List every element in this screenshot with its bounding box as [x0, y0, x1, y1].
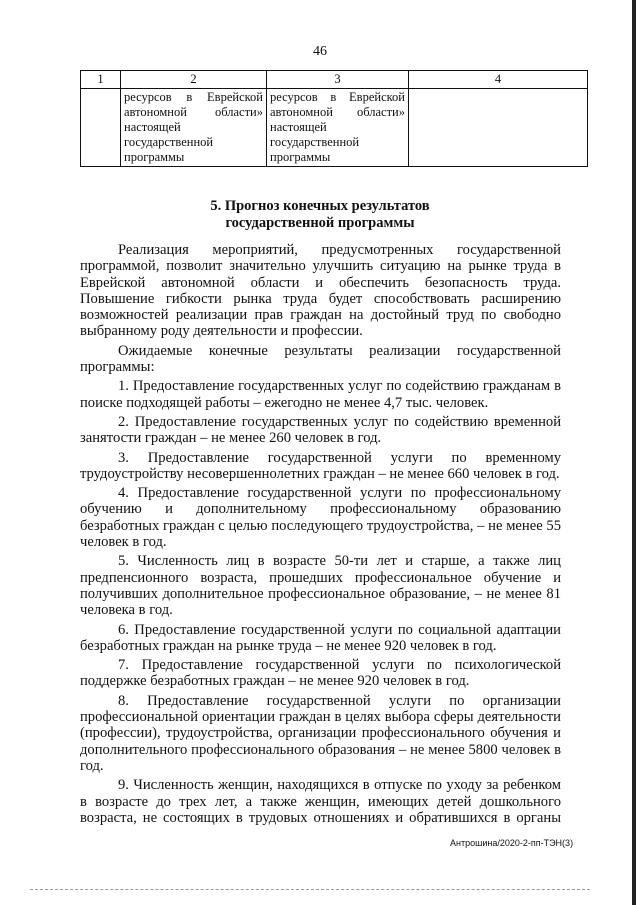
table-header-cell: 3 [267, 71, 409, 89]
page-edge-line [30, 889, 590, 890]
table-cell [81, 89, 121, 167]
page-number: 46 [313, 44, 327, 59]
paragraph: 5. Численность лиц в возрасте 50-ти лет и старше, а также лиц предпенсионного возраста, прошедших профессиональное обучение и получивших дополнительное профессиональное образование, – не менее 81 человека в год. [80, 553, 561, 619]
paragraph: Реализация мероприятий, предусмотренных государственной программой, позволит значительно улучшить ситуацию на рынке труда в Еврейской автономной области и обеспечить безопасность труда. Повышение гибкости рынка труда будет способствовать расширению возможностей реализации прав граждан на достойный труд по свободно выбранному роду деятельности и профессии. [80, 242, 561, 340]
document-code: Антрошина/2020-2-пп-ТЭН(3) [450, 838, 574, 848]
table-header-row [81, 71, 588, 89]
paragraph: 6. Предоставление государственной услуги по социальной адаптации безработных граждан на рынке труда – не менее 920 человек в год. [80, 621, 561, 654]
paragraph: 4. Предоставление государственной услуги по профессиональному обучению и дополнительному профессиональному образованию безработных граждан с целью последующего трудоустройства, – не менее 55 человек в год. [80, 485, 561, 551]
paragraph: 1. Предоставление государственных услуг по содействию гражданам в поиске подходящей работы – ежегодно не менее 4,7 тыс. человек. [80, 378, 561, 411]
table-cell [409, 89, 588, 167]
table-row [81, 89, 588, 167]
paragraph: 7. Предоставление государственной услуги по психологической поддержке безработных граждан – не менее 920 человек в год. [80, 657, 561, 690]
paragraph: Ожидаемые конечные результаты реализации государственной программы: [80, 342, 561, 376]
section-title-line2: государственной программы [225, 215, 415, 231]
section-heading [0, 198, 640, 232]
document-body [80, 242, 561, 829]
section-title-line1: 5. Прогноз конечных результатов [210, 198, 430, 214]
scan-edge-mark [632, 0, 636, 905]
table-cell: ресурсов в Еврейской автономной области» настоящей государственной программы [121, 89, 267, 167]
table-header-cell: 1 [81, 71, 121, 89]
table-header-cell: 4 [409, 71, 588, 89]
paragraph: 2. Предоставление государственных услуг по содействию временной занятости граждан – не менее 260 человек в год. [80, 413, 561, 447]
paragraph: 8. Предоставление государственной услуги по организации профессиональной ориентации граждан в целях выбора сферы деятельности (профессии), трудоустройства, организации профессионального обучения и дополнительного профессионального образования – не менее 5800 человек в год. [80, 692, 561, 774]
paragraph: 3. Предоставление государственной услуги по временному трудоустройству несовершеннолетних граждан – не менее 660 человек в год. [80, 449, 561, 482]
table-header-cell: 2 [121, 71, 267, 89]
table-cell: ресурсов в Еврейской автономной области» настоящей государственной программы [267, 89, 409, 167]
paragraph: 9. Численность женщин, находящихся в отпуске по уходу за ребенком в возрасте до трех лет, а также женщин, имеющих детей дошкольного возраста, не состоящих в трудовых отношениях и обратившихся в органы [80, 777, 561, 826]
continuation-table [80, 70, 588, 167]
